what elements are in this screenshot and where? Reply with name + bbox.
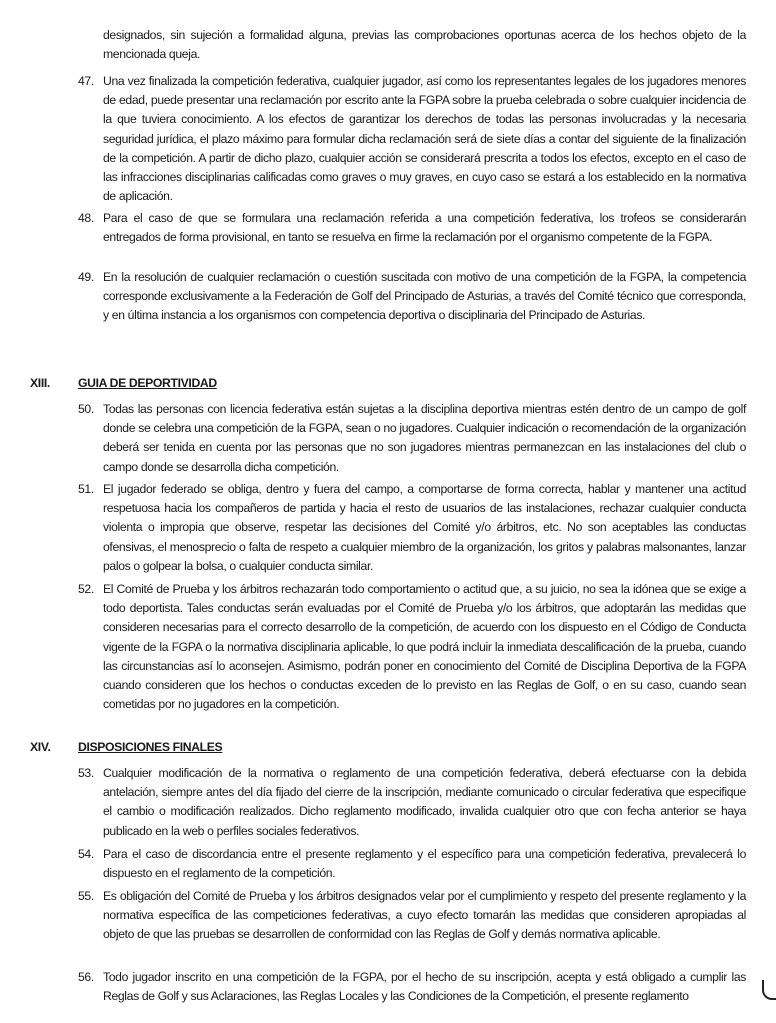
- paragraph-continuation: designados, sin sujeción a formalidad alguna, previas las comprobaciones oportunas acerca de los hechos objeto de la mencionada queja.: [103, 28, 746, 62]
- section-number: XIII.: [30, 376, 50, 390]
- list-item-50: [78, 400, 746, 477]
- item-number: 52.: [78, 582, 94, 596]
- item-text: En la resolución de cualquier reclamación o cuestión suscitada con motivo de una competición de la FGPA, la competencia corresponde exclusivamente a la Federación de Golf del Principado de Asturias, a través del Comité técnico que corresponda, y en última instancia a los organismos con competencia deportiva o disciplinaria del Principado de Asturias.: [103, 270, 746, 323]
- item-text: Es obligación del Comité de Prueba y los árbitros designados velar por el cumplimiento y respeto del presente reglamento y la normativa específica de las competiciones federativas, a cuyo efecto tomarán las medidas que consideren apropiadas al objeto de que las pruebas se desarrollen de conformidad con las Reglas de Golf y demás normativa aplicable.: [103, 889, 746, 942]
- item-text: Cualquier modificación de la normativa o reglamento de una competición federativa, deberá efectuarse con la debida antelación, siempre antes del día fijado del cierre de la inscripción, mediante comunicado o circular federativa que especifique el cambio o modificación realizados. Dicho reglamento modificado, invalida cualquier otro que con fecha anterior se haya publicado en la web o perfiles sociales federativos.: [103, 766, 746, 838]
- item-number: 56.: [78, 970, 94, 984]
- item-number: 54.: [78, 847, 94, 861]
- item-number: 53.: [78, 766, 94, 780]
- section-title: GUIA DE DEPORTIVIDAD: [78, 376, 217, 390]
- item-text: El Comité de Prueba y los árbitros rechazarán todo comportamiento o actitud que, a su juicio, no sea la idónea que se exige a todo deportista. Tales conductas serán evaluadas por el Comité de Prueba y/o los árbitros, que adoptarán las medidas que consideren necesarias para el correcto desarrollo de la competición, de acuerdo con los dispuesto en el Código de Conducta vigente de la FGPA o la normativa disciplinaria aplicable, lo que podrá incluir la inmediata descalificación de la prueba, cuando las circunstancias así lo aconsejen. Asimismo, podrán poner en conocimiento del Comité de Disciplina Deportiva de la FGPA cuando consideren que los hechos o conductas exceden de lo previsto en las Reglas de Golf, o en su caso, cuando sean cometidas por no jugadores en la competición.: [103, 582, 746, 712]
- list-item-51: [78, 480, 746, 576]
- item-number: 55.: [78, 889, 94, 903]
- item-number: 47.: [78, 74, 94, 88]
- section-title: DISPOSICIONES FINALES: [78, 740, 223, 754]
- item-text: Una vez finalizada la competición federativa, cualquier jugador, así como los representantes legales de los jugadores menores de edad, puede presentar una reclamación por escrito ante la FGPA sobre la prueba celebrada o sobre cualquier incidencia de la que tuviera conocimiento. A los efectos de garantizar los derechos de todas las personas involucradas y la necesaria seguridad jurídica, el plazo máximo para formular dicha reclamación será de siete días a contar del siguiente de la finalización de la competición. A partir de dicho plazo, cualquier acción se considerará prescrita a todos los efectos, excepto en el caso de las infracciones disciplinarias calificadas como graves o muy graves, en cuyo caso se estará a los establecido en la normativa de aplicación.: [103, 74, 746, 204]
- list-item-56: [78, 968, 746, 1006]
- item-text: Todo jugador inscrito en una competición de la FGPA, por el hecho de su inscripción, acepta y está obligado a cumplir las Reglas de Golf y sus Aclaraciones, las Reglas Locales y las Condiciones de la Competición, el presente reglamento: [103, 970, 746, 1004]
- list-item-47: [78, 72, 746, 206]
- item-text: El jugador federado se obliga, dentro y fuera del campo, a comportarse de forma correcta, hablar y mantener una actitud respetuosa hacia los compañeros de partida y hacia el resto de usuarios de las instalaciones, rechazar cualquier conducta violenta o impropia que observe, respetar las decisiones del Comité y/o árbitros, etc. No son aceptables las conductas ofensivas, el menosprecio o falta de respeto a cualquier miembro de la organización, los gritos y palabras malsonantes, lanzar palos o golpear la bolsa, o cualquier conducta similar.: [103, 482, 746, 573]
- item-number: 49.: [78, 270, 94, 284]
- item-number: 51.: [78, 482, 94, 496]
- item-text: Para el caso de discordancia entre el presente reglamento y el específico para una competición federativa, prevalecerá lo dispuesto en el reglamento de la competición.: [103, 847, 746, 881]
- item-number: 48.: [78, 211, 94, 225]
- item-text: Todas las personas con licencia federativa están sujetas a la disciplina deportiva mientras estén dentro de un campo de golf donde se celebra una competición de la FGPA, sean o no jugadores. Cualquier indicación o recomendación de la organización deberá ser tenida en cuenta por las personas que no son jugadores mientras permanezcan en las instalaciones del club o campo donde se desarrolla dicha competición.: [103, 402, 746, 474]
- list-item-53: [78, 764, 746, 841]
- item-number: 50.: [78, 402, 94, 416]
- page-edge-curl-icon: [762, 980, 776, 1000]
- section-number: XIV.: [30, 740, 51, 754]
- list-item-55: [78, 887, 746, 945]
- list-item-52: [78, 580, 746, 714]
- item-text: Para el caso de que se formulara una reclamación referida a una competición federativa, los trofeos se considerarán entregados de forma provisional, en tanto se resuelva en firme la reclamación por el organismo competente de la FGPA.: [103, 211, 746, 245]
- list-item-49: [78, 268, 746, 326]
- list-item-54: [78, 845, 746, 883]
- list-item-48: [78, 209, 746, 247]
